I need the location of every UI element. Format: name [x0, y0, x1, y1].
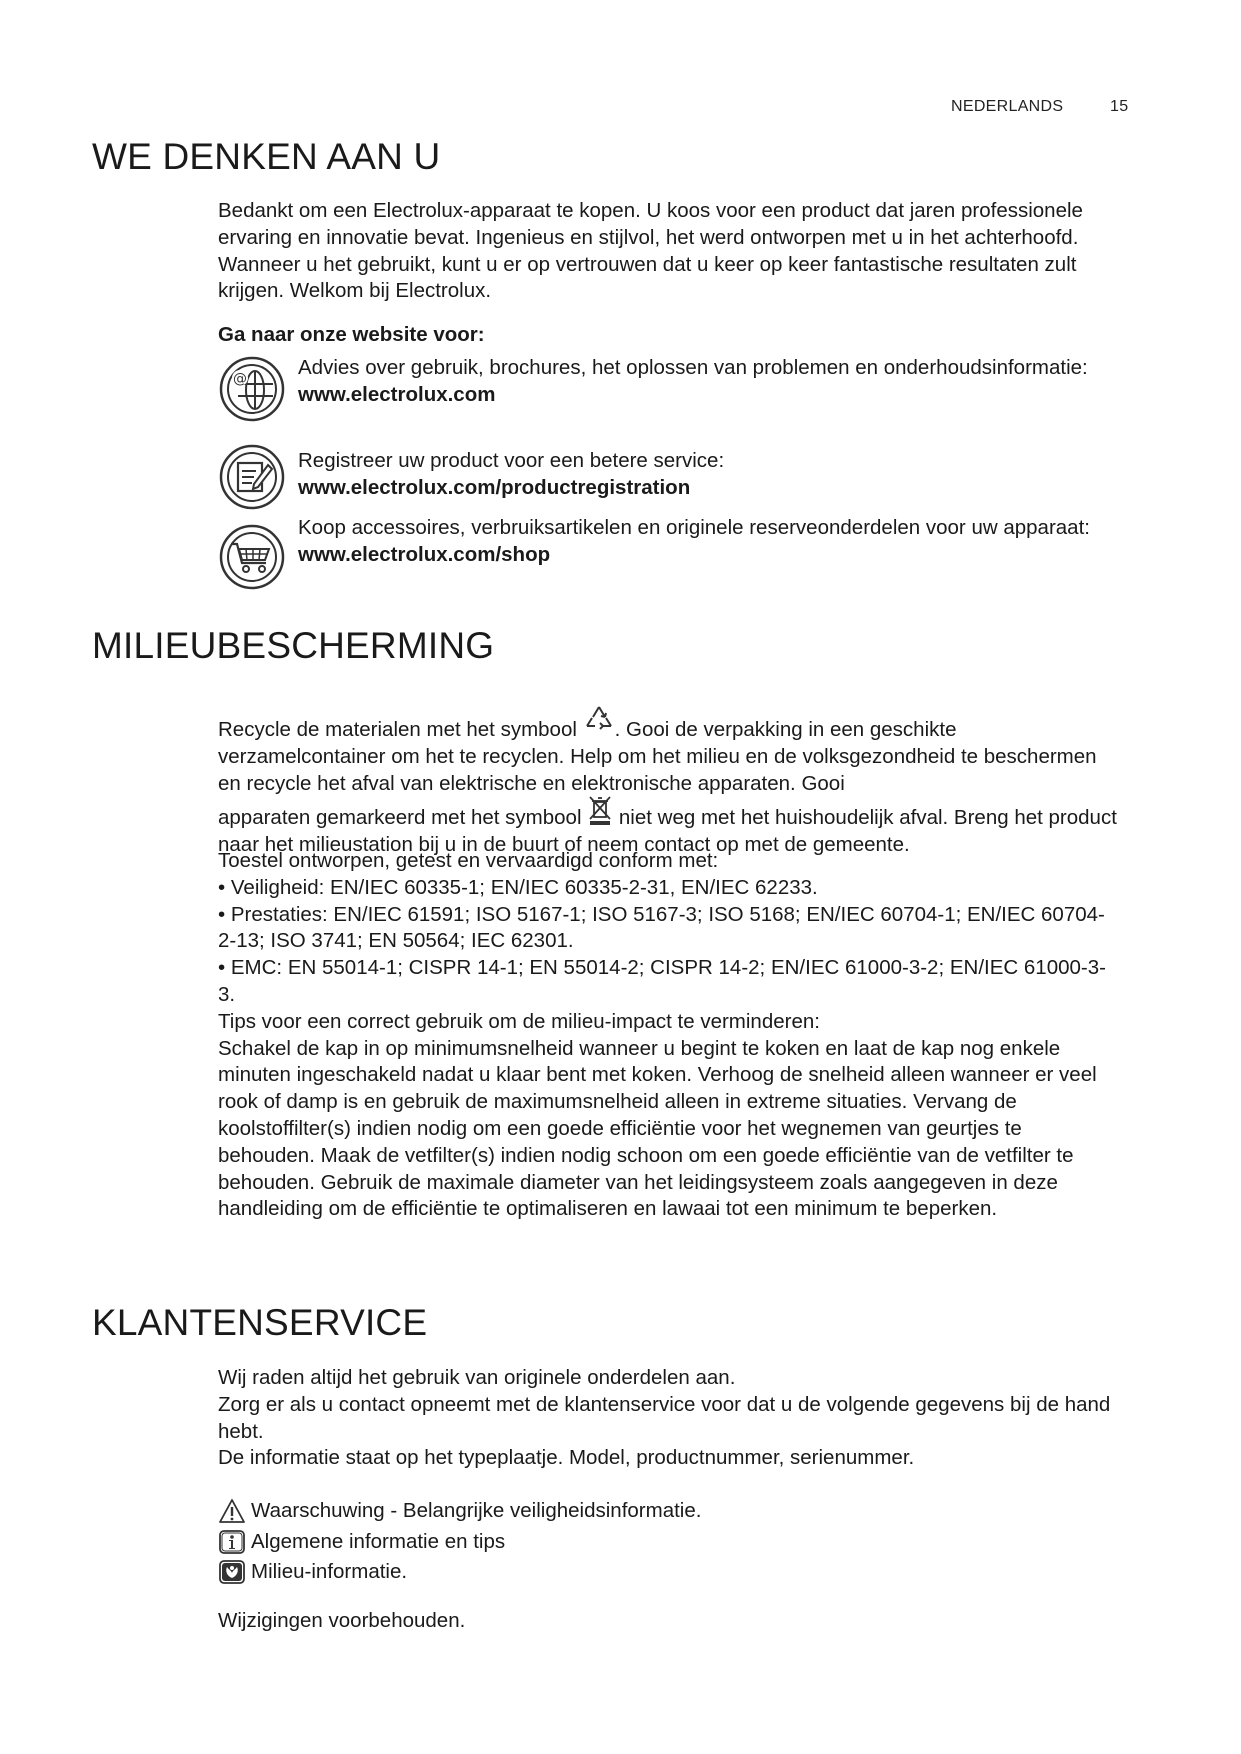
crossed-bin-icon	[587, 794, 613, 826]
intro-paragraph	[218, 198, 1118, 305]
intro-text: Bedankt om een Electrolux-apparaat te kopen. U koos voor een product dat jaren professionele ervaring en innovatie bevat. Ingenieus en stijlvol, het werd ontworpen met u in het achterhoofd. Wanneer u het gebruikt, kunt u er op vertrouwen dat u keer op keer fantastische resultaten zult krijgen. Welkom bij Electrolux.	[218, 199, 1083, 303]
tips-heading: Tips voor een correct gebruik om de milieu-impact te verminderen:	[218, 1009, 820, 1033]
page-number: 15	[1110, 98, 1129, 115]
website-heading: Ga naar onze website voor:	[218, 323, 485, 346]
environment-icon	[218, 1559, 246, 1585]
legend-warning	[218, 1496, 701, 1527]
legend-info	[218, 1527, 701, 1558]
globe-icon	[218, 355, 286, 423]
weee-text-pre: apparaten gemarkeerd met het symbool	[218, 806, 588, 829]
legend-info-text: Algemene informatie en tips	[251, 1529, 506, 1553]
shopping-cart-icon	[218, 523, 286, 591]
warning-icon	[218, 1498, 246, 1524]
advice-text: Advies over gebruik, brochures, het oplossen van problemen en onderhoudsinformatie:	[298, 356, 1088, 379]
service-line-3: De informatie staat op het typeplaatje. Model, productnummer, serienummer.	[218, 1446, 915, 1470]
link-productregistration[interactable]: www.electrolux.com/productregistration	[298, 475, 691, 499]
recycle-paragraph	[218, 704, 1118, 797]
section-title-we-denken-aan-u: WE DENKEN AAN U	[92, 136, 441, 177]
weee-text-post: niet weg met het huishoudelijk afval. Breng het product naar het milieustation bij u in de buurt of neem contact op met de gemeente.	[218, 806, 1117, 856]
register-text: Registreer uw product voor een betere service:	[298, 449, 725, 472]
recycle-text-post: . Gooi de verpakking in een geschikte verzamelcontainer om het te recyclen. Help om het milieu en de volksgezondheid te beschermen en recycle het afval van elektrische en elektronische apparaten. Gooi	[218, 718, 1097, 795]
conform-heading: Toestel ontworpen, getest en vervaardigd conform met:	[218, 849, 719, 872]
link-shop[interactable]: www.electrolux.com/shop	[298, 542, 551, 566]
register-form-icon	[218, 443, 286, 511]
recycle-text-pre: Recycle de materialen met het symbool	[218, 718, 583, 741]
header-language: NEDERLANDS	[951, 98, 1064, 115]
performance-standards: • Prestaties: EN/IEC 61591; ISO 5167-1; ISO 5167-3; ISO 5168; EN/IEC 60704-1; EN/IEC 60704-2-13; ISO 3741; EN 50564; IEC 62301.	[218, 902, 1105, 953]
link-electrolux-com[interactable]: www.electrolux.com	[298, 382, 496, 406]
service-line-2: Zorg er als u contact opneemt met de klantenservice voor dat u de volgende gegevens bij de hand hebt.	[218, 1392, 1111, 1443]
info-icon	[218, 1529, 246, 1555]
service-line-1: Wij raden altijd het gebruik van originele onderdelen aan.	[218, 1366, 736, 1389]
safety-standards: • Veiligheid: EN/IEC 60335-1; EN/IEC 60335-2-31, EN/IEC 62233.	[218, 875, 818, 899]
shop-text: Koop accessoires, verbruiksartikelen en originele reserveonderdelen voor uw apparaat:	[298, 516, 1090, 539]
section-title-klantenservice: KLANTENSERVICE	[92, 1302, 428, 1343]
footer-note: Wijzigingen voorbehouden.	[218, 1609, 466, 1632]
tips-paragraph: Schakel de kap in op minimumsnelheid wanneer u begint te koken en laat de kap nog enkele minuten ingeschakeld nadat u klaar bent met koken. Verhoog de snelheid alleen wanneer er veel rook of damp is en gebruik de maximumsnelheid alleen in extreme situaties. Vervang de koolstoffilter(s) indien nodig om een goede efficiëntie voor het wegnemen van geurtjes te behouden. Maak de vetfilter(s) indien nodig schoon om een goede efficiëntie van de vetfilter te behouden. Gebruik de maximale diameter van het leidingsysteem zoals aangegeven in deze handleiding om de efficiëntie te optimaliseren en lawaai tot een minimum te beperken.	[218, 1036, 1097, 1221]
legend-warning-text: Waarschuwing - Belangrijke veiligheidsinformatie.	[251, 1499, 702, 1522]
legend-environment-text: Milieu-informatie.	[251, 1560, 408, 1583]
legend-environment	[218, 1557, 701, 1588]
recycle-icon	[583, 704, 615, 734]
svg-text:@: @	[233, 371, 247, 387]
service-paragraph	[218, 1365, 1118, 1472]
conformity-block	[218, 848, 1118, 1223]
emc-standards: • EMC: EN 55014-1; CISPR 14-1; EN 55014-2; CISPR 14-2; EN/IEC 61000-3-2; EN/IEC 61000-3-3.	[218, 956, 1106, 1006]
section-title-milieubescherming: MILIEUBESCHERMING	[92, 625, 495, 666]
symbol-legend	[218, 1496, 701, 1588]
